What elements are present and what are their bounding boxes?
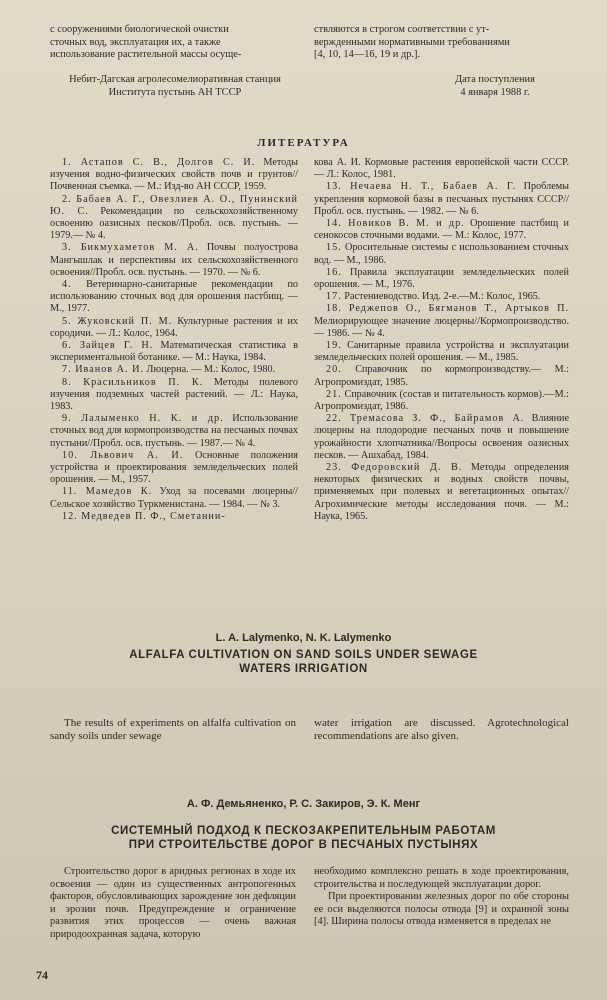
next-article-title: СИСТЕМНЫЙ ПОДХОД К ПЕСКОЗАКРЕПИТЕЛЬНЫМ РАБОТАМ ПРИ СТРОИТЕЛЬСТВЕ ДОРОГ В ПЕСЧАНЫХ ПУСТЫНЯХ <box>111 825 496 851</box>
reference-item: 6. Зайцев Г. Н. Математическая статистика в экспериментальной ботанике. — М.: Наука, 1984. <box>50 340 298 364</box>
english-authors: L. A. Lalymenko, N. K. Lalymenko <box>215 632 392 644</box>
reference-item: 20. Справочник по кормопроизводству.— М.: Агропромиздат, 1985. <box>314 364 570 388</box>
reference-item: 2. Бабаев А. Г., Овезлиев А. О., Пунинский Ю. С. Рекомендации по сельскохозяйственному освоению оазисных песков//Пробл. осв. пустынь. — 1979.— № 4. <box>50 193 298 242</box>
reference-item: 10. Львович А. И. Основные положения устройства и проектирования земледельческих полей орошения. — М., 1957. <box>50 449 298 486</box>
reference-item: 21. Справочник (состав и питательность кормов).—М.: Агропромиздат, 1986. <box>314 388 570 413</box>
english-abstract-right: water irrigation are discussed. Agrotechnological recommendations are also given. <box>314 717 569 742</box>
intro-right-column <box>314 24 569 62</box>
intro-right-line: ствляются в строгом соответствии с ут- <box>314 24 490 35</box>
intro-left-line: с сооружениями биологической очистки <box>50 24 229 35</box>
intro-left-column <box>50 24 298 62</box>
reference-item: 17. Растениеводство. Изд. 2-е.—М.: Колос, 1965. <box>326 291 541 303</box>
literature-left-column <box>50 157 298 523</box>
reference-item: 5. Жуковский П. М. Культурные растения и их сородичи. — Л.: Колос, 1964. <box>50 315 298 339</box>
intro-left-line: сточных вод, эксплуатация их, а также <box>50 36 221 48</box>
received-label: Дата поступления <box>455 74 535 85</box>
reference-item: 3. Бикмухаметов М. А. Почвы полуострова Мангышлак и перспективы их сельскохозяйственного освоения//Пробл. осв. пустынь. — 1970. — № 6. <box>50 242 298 278</box>
institution <box>50 74 300 99</box>
english-title: ALFALFA CULTIVATION ON SAND SOILS UNDER SEWAGE WATERS IRRIGATION <box>129 649 478 675</box>
page-number: 74 <box>36 968 48 982</box>
reference-item: 13. Нечаева Н. Т., Бабаев А. Г. Проблемы укрепления кормовой базы в песчаных пустынях СССР//Пробл. осв. пустынь. — 1982. — № 6. <box>314 181 570 217</box>
reference-item: 12. Медведев П. Ф., Сметанни- <box>62 510 226 522</box>
reference-item: 15. Оросительные системы с использованием сточных вод. — М., 1986. <box>314 242 569 266</box>
institution-line: Небит-Дагская агролесомелиоративная станция <box>69 74 281 85</box>
received-date: 4 января 1988 г. <box>460 86 530 98</box>
next-article-authors: А. Ф. Демьяненко, Р. С. Закиров, Э. К. Менг <box>186 798 421 810</box>
reference-item: 1. Астапов С. В., Долгов С. И. Методы изучения водно-физических свойств почв и грунтов//Почвенная съемка. — М.: Изд-во АН СССР, 1959. <box>50 157 298 193</box>
intro-left-line: использование растительной массы осуще- <box>50 49 242 61</box>
literature-right-column <box>314 157 569 523</box>
intro-right-line: [4, 10, 14—16, 19 и др.]. <box>314 49 421 61</box>
institution-line: Института пустынь АН ТССР <box>108 86 242 98</box>
reference-item: 7. Иванов А. И. Люцерна. — М.: Колос, 1980. <box>62 364 276 376</box>
english-abstract-left: The results of experiments on alfalfa cultivation on sandy soils under sewage <box>50 717 296 742</box>
reference-item: 4. Ветеринарно-санитарные рекомендации по использованию сточных вод для орошения пастбищ. — М., 1977. <box>50 279 298 315</box>
next-article-body-right: необходимо комплексно решать в ходе проектирования, строительства и последующей эксплуатации дорог. При проектировании железных дорог по обе стороны ее оси выделяются полосы отвода [9] и охранной зоны [4]. Ширина полосы отвода изменяется в пределах не <box>314 866 569 928</box>
reference-item: 14. Новиков В. М. и др. Орошение пастбищ и сенокосов сточными водами. — М.: Колос, 1977. <box>314 218 570 242</box>
reference-item: 9. Лалыменко Н. К. и др. Использование сточных вод для кормопроизводства на песчаных почвах пустыни//Пробл. осв. пустынь. — 1987.— № 4. <box>50 413 298 449</box>
reference-item: 18. Реджепов О., Бягманов Т., Артыков П. Мелиорирующее значение люцерны//Кормопроизводство. — 1986. — № 4. <box>314 303 569 339</box>
literature-heading: ЛИТЕРАТУРА <box>257 137 350 149</box>
reference-item: 11. Мамедов К. Уход за посевами люцерны//Сельское хозяйство Туркменистана. — 1984. — № 3. <box>50 486 298 510</box>
intro-right-line: вержденными нормативными требованиями <box>314 36 510 48</box>
reference-item: кова А. И. Кормовые растения европейской части СССР. — Л.: Колос, 1981. <box>314 157 569 181</box>
reference-item: 22. Тремасова З. Ф., Байрамов А. Влияние люцерны на плодородие песчаных почв и повышение урожайности хлопчатника//Вопросы освоения оазисных песков. — Ашхабад, 1984. <box>314 413 570 461</box>
reference-item: 16. Правила эксплуатации земледельческих полей орошения. — М., 1976. <box>314 266 569 291</box>
reference-item: 8. Красильников П. К. Методы полевого изучения подземных частей растений. — Л.: Наука, 1983. <box>50 376 298 413</box>
reference-item: 19. Санитарные правила устройства и эксплуатации земледельческих полей орошения. — М., 1985. <box>314 340 570 364</box>
reference-item: 23. Федоровский Д. В. Методы определения некоторых физических и водных свойств почвы, применяемых при полевых и вегетационных опытах//Агрохимические методы исследования почв. — М.: Наука, 1965. <box>314 462 569 522</box>
received-date-block <box>420 74 570 99</box>
next-article-body-left: Строительство дорог в аридных регионах в ходе их освоения — один из существенных антропогенных факторов, обусловливающих зарождение зон дефляции и эрозии почв. Предупреждение и ограничение развития этих процессов — очень важная природоохранная задача, которую <box>50 866 296 940</box>
